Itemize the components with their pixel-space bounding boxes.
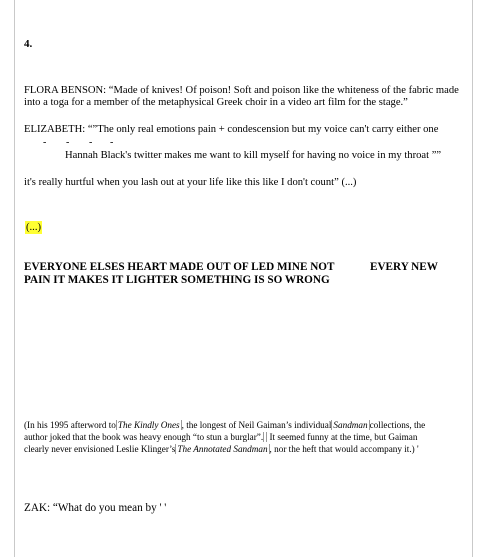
gaiman-line-3: [24, 444, 419, 455]
gaiman-text: It seemed funny at the time, but Gaiman: [267, 432, 418, 442]
flora-line-1: FLORA BENSON: “Made of knives! Of poison! Soft and poison like the whiteness of the fabric made: [24, 85, 459, 96]
caps-line-1a: EVERYONE ELSES HEART MADE OUT OF LED MINE NOT: [24, 261, 335, 273]
highlighted-ellipsis: [25, 222, 42, 234]
elizabeth-line-2: Hannah Black's twitter makes me want to kill myself for having no voice in my throat ””: [65, 150, 442, 161]
highlight-mark: (...): [26, 222, 42, 233]
series-title-text: Sandman: [333, 420, 368, 430]
gaiman-line-2: [24, 432, 417, 443]
gaiman-text: author joked that the book was heavy enough “to stun a burglar”.: [24, 432, 264, 442]
dash-mark: -: [43, 137, 47, 148]
elizabeth-line-3: it's really hurtful when you lash out at your life like this like I don't count” (...): [24, 177, 357, 188]
document-page: [14, 0, 473, 557]
gaiman-text: , nor the heft that would accompany it.) ': [269, 444, 419, 454]
book-title: [116, 420, 182, 430]
caps-line-1b: EVERY NEW: [370, 261, 438, 273]
book-title-text: The Kindly Ones: [117, 420, 180, 430]
gaiman-text: , the longest of Neil Gaiman’s individual: [181, 420, 332, 430]
dash-mark: -: [66, 137, 70, 148]
caps-line-2: PAIN IT MAKES IT LIGHTER SOMETHING IS SO WRONG: [24, 274, 330, 286]
section-number: 4.: [24, 38, 33, 50]
book-title-text: The Annotated Sandman: [177, 444, 268, 454]
book-title: [175, 444, 269, 454]
dash-mark: -: [110, 137, 114, 148]
gaiman-line-1: [24, 420, 425, 431]
gaiman-text: collections, the: [369, 420, 426, 430]
flora-line-2: into a toga for a member of the metaphysical Greek choir in a video art film for the stage.”: [24, 97, 408, 108]
gaiman-text: (In his 1995 afterword to: [24, 420, 116, 430]
series-title: [331, 420, 369, 430]
gaiman-text: clearly never envisioned Leslie Klinger’s: [24, 444, 176, 454]
dash-mark: -: [89, 137, 93, 148]
elizabeth-line-1: ELIZABETH: “”The only real emotions pain + condescension but my voice can't carry either one: [24, 124, 439, 135]
zak-line: ZAK: “What do you mean by ' ': [24, 502, 167, 514]
